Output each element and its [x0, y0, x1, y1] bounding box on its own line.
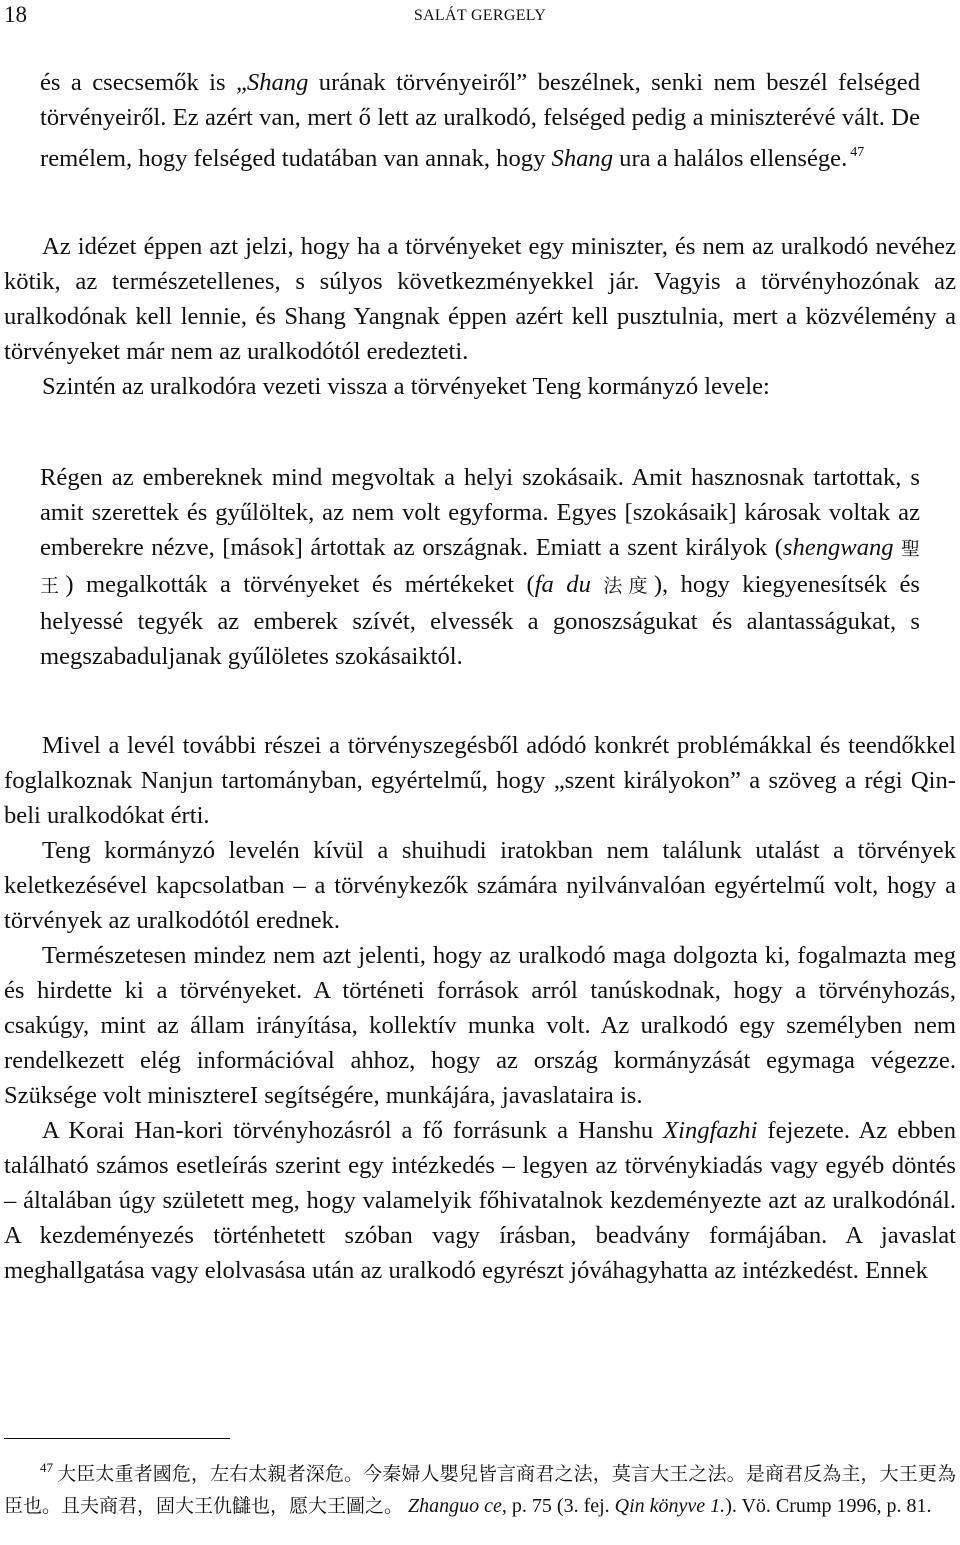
text-run: Szintén az uralkodóra vezeti vissza a törvényeket Teng kormányzó levele:	[42, 373, 770, 400]
paragraph	[4, 1113, 956, 1288]
text-run: ) megalkották a törvényeket és mértékeket (	[65, 571, 535, 598]
body-section-1	[4, 229, 956, 404]
text-run: Teng kormányzó levelén kívül a shuihudi iratokban nem találunk utalást a törvények keletkezésével kapcsolatban – a törvénykezők számára nyilvánvalóan egyértelmű volt, hogy a törvények az uralkodótól erednek.	[4, 837, 956, 934]
chinese-text: 聖王	[40, 538, 920, 597]
paragraph	[4, 369, 956, 404]
text-run: Mivel a levél további részei a törvényszegésből adódó konkrét problémákkal és teendőkkel foglalkoznak Nanjun tartományban, egyértelmű, hogy „szent királyokon” a szöveg a régi Qin-beli uralkodókat érti.	[4, 732, 956, 829]
text-run: fejezete. Az ebben található számos esetleírás szerint egy intézkedés – legyen az törvénykiadás vagy egyéb döntés – általában úgy született meg, hogy valamelyik főhivatalnok kezdeményezte azt az uralkodónál. A kezdeményezés történhetett szóban vagy írásban, beadvány formájában. A javaslat meghallgatása vagy elolvasása után az uralkodó egyrészt jóváhagyhatta az intézkedést. Ennek	[4, 1117, 956, 1284]
chinese-text: 法度	[590, 575, 654, 597]
footnote-divider	[4, 1438, 230, 1439]
footnote-number: 47	[40, 1460, 53, 1475]
italic-term: Shang	[246, 69, 309, 96]
italic-term: Zhanguo ce	[408, 1495, 502, 1517]
text-run: Régen az embereknek mind megvoltak a helyi szokásaik. Amit hasznosnak tartottak, s amit szerettek és gyűlöltek, az nem volt egyforma. Egyes [szokásaik] károsak voltak az emberekre nézve, [mások] ártottak az országnak. Emiatt a szent királyok (	[40, 464, 920, 561]
quote-paragraph	[40, 65, 920, 176]
quote-block-1	[40, 65, 920, 176]
text-run: A Korai Han-kori törvényhozásról a fő forrásunk a Hanshu	[42, 1117, 664, 1144]
paragraph	[4, 229, 956, 369]
paragraph	[4, 938, 956, 1113]
footnotes	[4, 1452, 956, 1522]
text-run: ), hogy kiegyenesítsék és helyessé tegyék az emberek szívét, elvessék a gonoszságukat és alantasságukat, s megszabaduljanak gyűlöletes szokásaiktól.	[40, 571, 920, 670]
quote-paragraph	[40, 460, 920, 674]
footnote-47	[4, 1452, 956, 1522]
paragraph	[4, 728, 956, 833]
page-number: 18	[4, 2, 27, 27]
text-run: , p. 75 (3. fej.	[501, 1495, 615, 1517]
chinese-text: 大臣太重者國危，左右太親者深危。今秦婦人嬰兒皆言商君之法，莫言大王之法。是商君反為主，大王更為臣也。且夫商君，固大王仇讎也，愿大王圖之。	[4, 1463, 956, 1517]
text-run: Az idézet éppen azt jelzi, hogy ha a törvényeket egy miniszter, és nem az uralkodó nevéhez kötik, az természetellenes, s súlyos következményekkel jár. Vagyis a törvényhozónak az uralkodónak kell lennie, és Shang Yangnak éppen azért kell pusztulnia, mert a közvélemény a törvényeket már nem az uralkodótól eredezteti.	[4, 233, 956, 365]
page-header	[0, 0, 960, 34]
footnote-ref: 47	[850, 145, 865, 160]
text-run: és a csecsemők is „	[40, 69, 247, 96]
text-run: urának törvényeiről” beszélnek, senki nem beszél felséged törvényeiről. Ez azért van, mert ő lett az uralkodó, felséged pedig a miniszterévé vált. De remélem, hogy felséged tudatában van annak, hogy	[40, 69, 920, 172]
quote-block-2	[40, 460, 920, 674]
italic-term: fa du	[534, 571, 591, 598]
text-run: ura a halálos ellensége.	[613, 145, 848, 172]
italic-term: Shang	[551, 145, 613, 172]
italic-term: shengwang	[782, 534, 894, 561]
italic-term: Xingfazhi	[663, 1117, 758, 1144]
body-section-2	[4, 728, 956, 1288]
text-run: Természetesen mindez nem azt jelenti, hogy az uralkodó maga dolgozta ki, fogalmazta meg és hirdette ki a törvényeket. A történeti források arról tanúskodnak, hogy a törvényhozás, csakúgy, mint az állam irányítása, kollektív munka volt. Az uralkodó egy személyben nem rendelkezett elég információval ahhoz, hogy az ország kormányzását egymaga végezze. Szüksége volt minisztereI segítségére, munkájára, javaslataira is.	[4, 942, 956, 1109]
paragraph	[4, 833, 956, 938]
text-run: ). Vö. Crump 1996, p. 81.	[725, 1495, 932, 1517]
footnote-text	[4, 1463, 956, 1517]
italic-term: Qin könyve 1.	[614, 1495, 726, 1517]
running-title: SALÁT GERGELY	[413, 7, 547, 24]
